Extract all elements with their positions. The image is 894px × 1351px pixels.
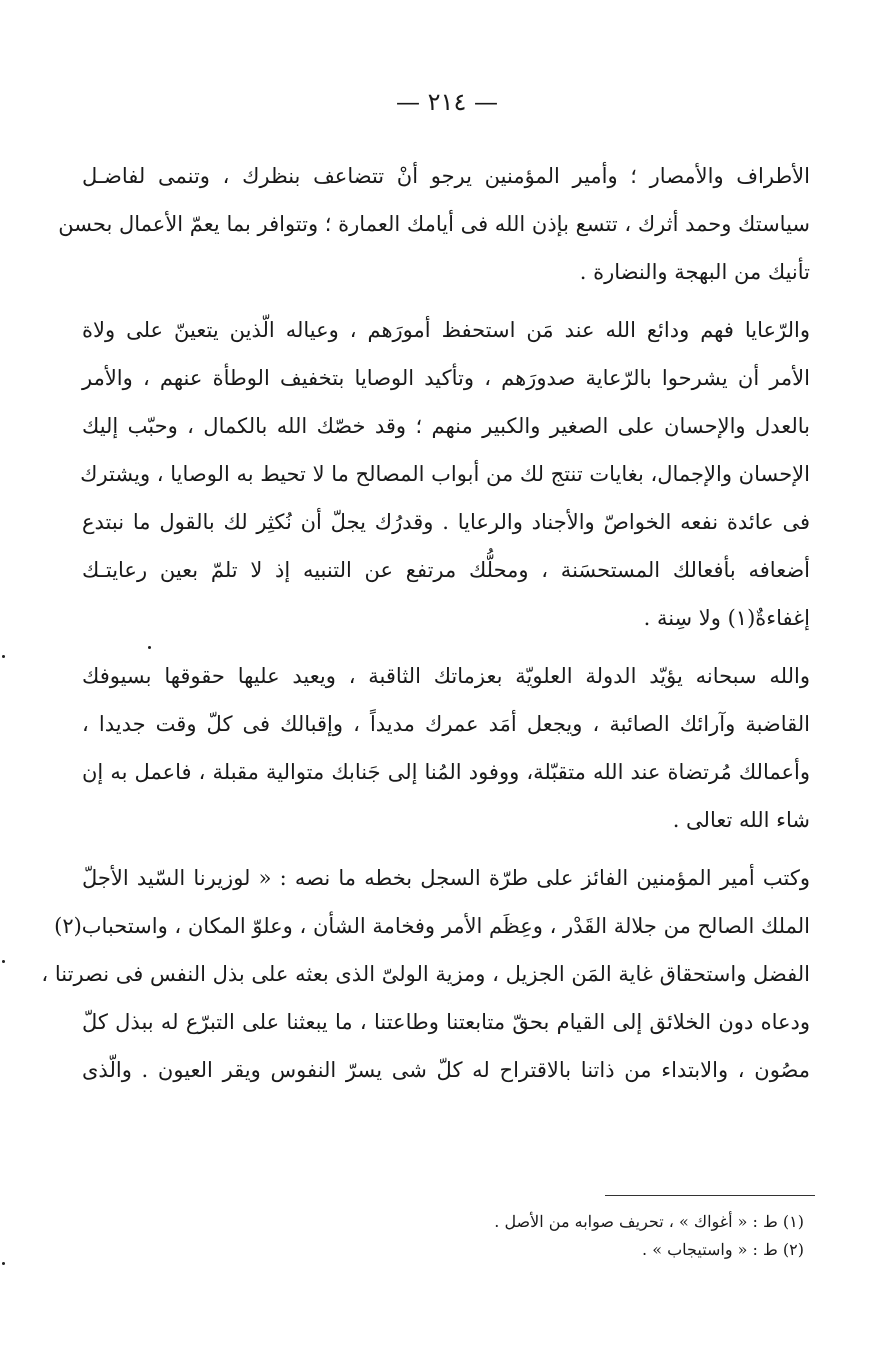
- text-line: إغفاءةٌ(١) ولا سِنة .: [643, 606, 810, 630]
- text-line: ودعاه دون الخلائق إلى القيام بحقّ متابعتنا وطاعتنا ، ما يبعثنا على التبرّع له ببذل كلّ: [82, 1010, 810, 1034]
- footnote-1: (١) ط : « أغواك » ، تحريف صوابه من الأصل .: [494, 1212, 804, 1231]
- footnote-2: (٢) ط : « واستيجاب » .: [642, 1240, 804, 1259]
- scan-speck: [2, 960, 5, 963]
- footnote-divider: [605, 1195, 815, 1196]
- text-line: الإحسان والإجمال، بغايات تنتج لك من أبواب المصالح ما لا تحيط به الوصايا ، ويشترك: [80, 462, 810, 486]
- text-line: والرّعايا فهم ودائع الله عند مَن استحفظ أمورَهم ، وعياله الّذين يتعينّ على ولاة: [82, 318, 810, 342]
- text-line: شاء الله تعالى .: [672, 808, 810, 832]
- scan-speck: [2, 655, 5, 658]
- text-line: فى عائدة نفعه الخواصّ والأجناد والرعايا . وقدرُك يجلّ أن نُكثِر لك بالقول ما نبتدع: [82, 510, 810, 534]
- text-line: مصُون ، والابتداء من ذاتنا بالاقتراح له كلّ شى يسرّ النفوس ويقر العيون . والّذى: [82, 1058, 810, 1082]
- footnotes: [82, 1208, 810, 1264]
- text-line: وكتب أمير المؤمنين الفائز على طرّة السجل بخطه ما نصه : « لوزيرنا السّيد الأجلّ: [82, 866, 810, 890]
- text-line: الملك الصالح من جلالة القَدْر ، وعِظَم الأمر وفخامة الشأن ، وعلوّ المكان ، واستحباب(٢): [54, 914, 810, 938]
- text-line: الأطراف والأمصار ؛ وأمير المؤمنين يرجو أنْ تتضاعف بنظرك ، وتنمى لفاضـل: [82, 164, 810, 188]
- text-line: سياستك وحمد أثرك ، تتسع بإذن الله فى أيامك العمارة ؛ وتتوافر بما يعمّ الأعمال بحسن: [58, 212, 810, 236]
- text-line: والله سبحانه يؤيّد الدولة العلويّة بعزماتك الثاقبة ، ويعيد عليها حقوقها بسيوفك: [82, 664, 810, 688]
- page-number: — ٢١٤ —: [396, 88, 498, 116]
- text-line: الفضل واستحقاق غاية المَن الجزيل ، ومزية الولىّ الذى بعثه على بذل النفس فى نصرتنا ،: [41, 962, 810, 986]
- scan-speck: [148, 646, 151, 649]
- text-line: بالعدل والإحسان على الصغير والكبير منهم ؛ وقد خصّك الله بالكمال ، وحبّب إليك: [82, 414, 810, 438]
- text-line: أضعافه بأفعالك المستحسَنة ، ومحلُّك مرتفع عن التنبيه إذ لا تلمّ بعين رعايتـك: [82, 558, 810, 582]
- text-line: تأنيك من البهجة والنضارة .: [579, 260, 810, 284]
- scan-speck: [2, 1262, 5, 1265]
- text-line: وأعمالك مُرتضاة عند الله متقبّلة، ووفود المُنا إلى جَنابك متوالية مقبلة ، فاعمل به إن: [82, 760, 810, 784]
- main-text: [41, 152, 810, 1094]
- text-line: الأمر أن يشرحوا بالرّعاية صدورَهم ، وتأكيد الوصايا بتخفيف الوطأة عنهم ، والأمر: [82, 366, 810, 390]
- text-line: القاضبة وآرائك الصائبة ، ويجعل أمَد عمرك مديداً ، وإقبالك فى كلّ وقت جديدا ،: [82, 712, 810, 736]
